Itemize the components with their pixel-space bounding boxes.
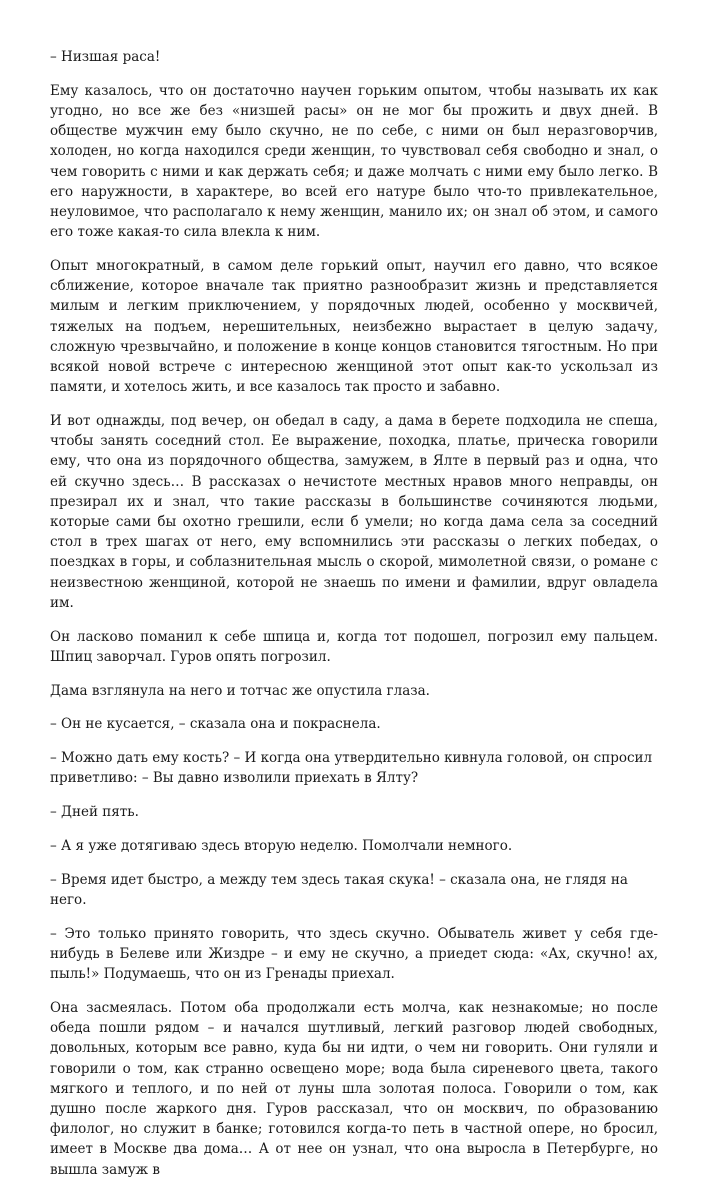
paragraph-gurov-women: Ему казалось, что он достаточно научен горьким опытом, чтобы называть их как угодно, но все же без «низшей расы» он не мог бы прожить и двух дней. В обществе мужчин ему было скучно, не по себе, с ними он был неразговорчив, холоден, но когда находился среди женщин, то чувствовал себя свободно и знал, о чем говорить с ними и как держать себя; и даже молчать с ними ему было легко. В его наружности, в характере, во всей его натуре было что-то привлекательное, неуловимое, что располагало к нему женщин, манило их; он знал об этом, и самого его тоже какая-то сила влекла к ним. bbox=[50, 82, 658, 241]
paragraph-evening-garden: И вот однажды, под вечер, он обедал в саду, а дама в берете подходила не спеша, чтобы занять соседний стол. Ее выражение, походка, платье, прическа говорили ему, что она из порядочного общества, замужем, в Ялте в первый раз и одна, что ей скучно здесь… В рассказах о нечистоте местных нравов много неправды, он презирал их и знал, что такие рассказы в большинстве сочиняются людьми, которые сами бы охотно грешили, если б умели; но когда дама села за соседний стол в трех шагах от него, ему вспомнились эти рассказы о легких победах, о поездках в горы, и соблазнительная мысль о скорой, мимолетной связи, о романе с неизвестною женщиной, которой не знаешь по имени и фамилии, вдруг овладела им. bbox=[50, 413, 658, 611]
paragraph-walk: Она засмеялась. Потом оба продолжали есть молча, как незнакомые; но после обеда пошли рядом – и начался шутливый, легкий разговор людей свободных, довольных, которым все равно, куда бы ни идти, о чем ни говорить. Они гуляли и говорили о том, как странно освещено море; вода была сиреневого цвета, такого мягкого и теплого, и по ней от луны шла золотая полоса. Говорили о том, как душно после жаркого дня. Гуров рассказал, что он москвич, по образованию филолог, но служит в банке; готовился когда-то петь в частной опере, но бросил, имеет в Москве два дома… А от нее он узнал, что она выросла в Петербурге, но вышла замуж в bbox=[50, 1000, 658, 1178]
paragraph-dialogue-bone: – Можно дать ему кость? – И когда она утвердительно кивнула головой, он спросил приветливо: – Вы давно изволили приехать в Ялту? bbox=[50, 750, 653, 787]
paragraph-dialogue-five-days: – Дней пять. bbox=[50, 804, 139, 821]
paragraph-experience: Опыт многократный, в самом деле горький опыт, научил его давно, что всякое сближение, которое вначале так приятно разнообразит жизнь и представляется милым и легким приключением, у порядочных людей, особенно у москвичей, тяжелых на подъем, нерешительных, неизбежно вырастает в целую задачу, сложную чрезвычайно, и положение в конце концов становится тягостным. Но при всякой новой встрече с интересною женщиной этот опыт как-то ускользал из памяти, и хотелось жить, и все казалось так просто и забавно. bbox=[50, 258, 658, 396]
paragraph-dialogue-bite: – Он не кусается, – сказала она и покраснела. bbox=[50, 716, 381, 733]
paragraph-dialogue-belev: – Это только принято говорить, что здесь скучно. Обыватель живет у себя где-нибудь в Белеве или Жиздре – и ему не скучно, а приедет сюда: «Ах, скучно! ах, пыль!» Подумаешь, что он из Гренады приехал. bbox=[50, 925, 658, 983]
paragraph-spitz: Он ласково поманил к себе шпица и, когда тот подошел, погрозил ему пальцем. Шпиц заворчал. Гуров опять погрозил. bbox=[50, 628, 658, 665]
paragraph-dialogue-second-week: – А я уже дотягиваю здесь вторую неделю. Помолчали немного. bbox=[50, 838, 513, 855]
paragraph-lady-glance: Дама взглянула на него и тотчас же опустила глаза. bbox=[50, 682, 430, 699]
paragraph-exclamation: – Низшая раса! bbox=[50, 49, 161, 65]
paragraph-dialogue-boredom: – Время идет быстро, а между тем здесь такая скука! – сказала она, не глядя на него. bbox=[50, 871, 628, 909]
